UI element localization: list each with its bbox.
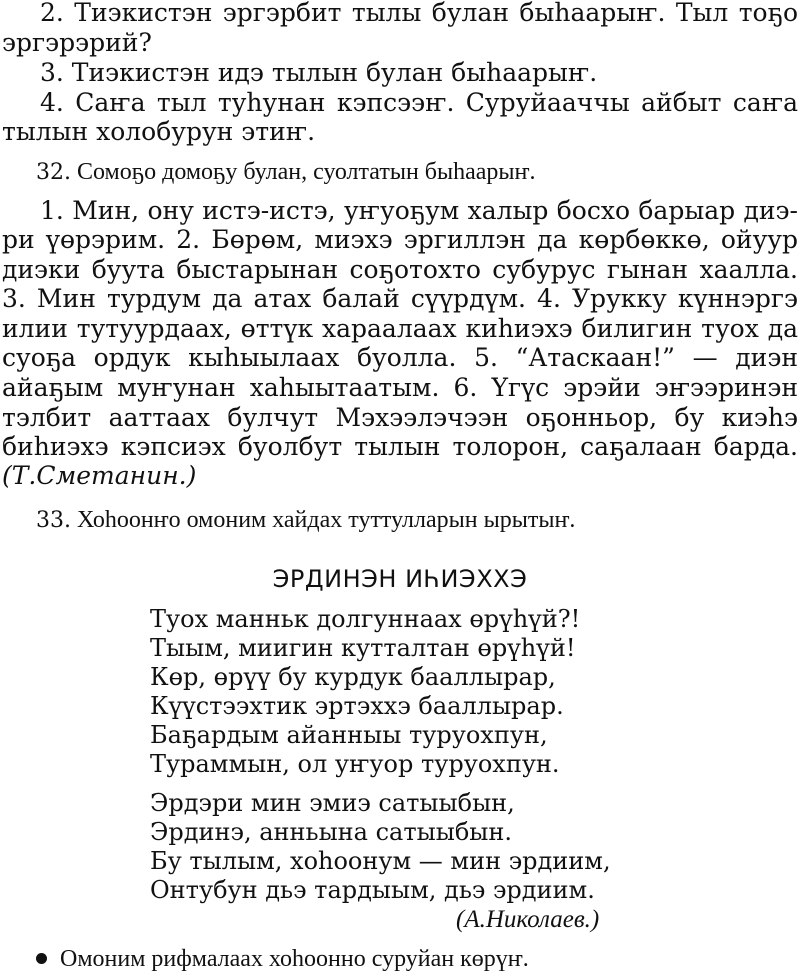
ex32-source: (Т.Сметанин.): [2, 461, 197, 490]
ex32-line-5: илии тутуурдаах, өттүк хараалаах киһиэхэ билигин туох да: [2, 314, 798, 343]
poem-line: Күүстээхтик эртэххэ бааллырар.: [150, 692, 564, 720]
ex33-heading: [36, 505, 575, 536]
exercise-instruction: Хоһоонҥо омоним хайдах туттулларын ырытыҥ.: [77, 507, 576, 533]
ex31-line-4: 4. Саҥа тыл туһунан кэпсээҥ. Суруйааччы айбыт саҥа: [40, 88, 798, 117]
ex32-line-7: айаҕым муҥунан хаһыытаатым. 6. Үгүс эрэйи эҥээринэн: [2, 373, 798, 402]
bullet-icon: [36, 953, 47, 964]
ex32-line-2: ри үөрэрим. 2. Бөрөм, миэхэ эргиллэн да көрбөккө, ойуур: [2, 225, 798, 254]
ex31-line-1: 2. Тиэкистэн эргэрбит тылы булан быһаарыҥ. Тыл тоҕо: [40, 0, 798, 27]
poem-line: Туох манньк долгуннаах өрүһүй?!: [150, 605, 581, 633]
poem-line: Баҕардым айанныы туруохпун,: [150, 721, 548, 749]
poem-line: Тыым, миигин кутталтан өрүһүй!: [150, 634, 576, 662]
exercise-number: 32.: [36, 160, 71, 185]
poem-author: (А.Николаев.): [456, 906, 600, 933]
ex32-line-3: диэки буута быстарынан соҕотохто субурус гынан хаалла.: [2, 255, 798, 284]
ex31-line-3: 3. Тиэкистэн идэ тылын булан быһаарыҥ.: [40, 58, 598, 87]
ex32-heading: [36, 157, 536, 188]
poem-line: Эрдинэ, анньына сатыыбын.: [150, 818, 513, 846]
poem-title: ЭРДИНЭН ИҺИЭХХЭ: [272, 565, 528, 593]
poem-line: Онтубун дьэ тардыым, дьэ эрдиим.: [150, 876, 595, 904]
exercise-number: 33.: [36, 508, 71, 533]
exercise-instruction: Сомоҕо домоҕу булан, суолтатын быһаарыҥ.: [77, 159, 536, 185]
ex32-line-4: 3. Мин турдум да атах балай сүүрдүм. 4. Урукку күннэргэ: [2, 284, 798, 313]
ex31-line-5: тылын холобурун этиҥ.: [2, 117, 316, 146]
ex32-line-1: 1. Мин, ону истэ-истэ, уҥуоҕум халыр босхо барыар диэ-: [40, 196, 798, 225]
ex32-line-9: биһиэхэ кэпсиэх буолбут тылын толорон, саҕалаан барда.: [2, 432, 798, 461]
ex31-line-2: эргэрэрий?: [2, 28, 152, 57]
poem-line: Тураммын, ол уҥуор туруохпун.: [150, 750, 560, 778]
task-text: Омоним рифмалаах хоһоонно суруйан көрүҥ.: [60, 946, 529, 972]
poem-line: Эрдэри мин эмиэ сатыыбын,: [150, 789, 515, 817]
ex32-line-8: тэлбит ааттаах булчут Мэхээлэчээн оҕонньор, бу киэһэ: [2, 403, 798, 432]
poem-line: Көр, өрүү бу курдук бааллырар,: [150, 663, 556, 691]
ex32-line-6: суоҕа ордук кыһыылаах буолла. 5. “Атаскаан!” — диэн: [2, 343, 798, 372]
poem-line: Бу тылым, хоһоонум — мин эрдиим,: [150, 847, 611, 875]
